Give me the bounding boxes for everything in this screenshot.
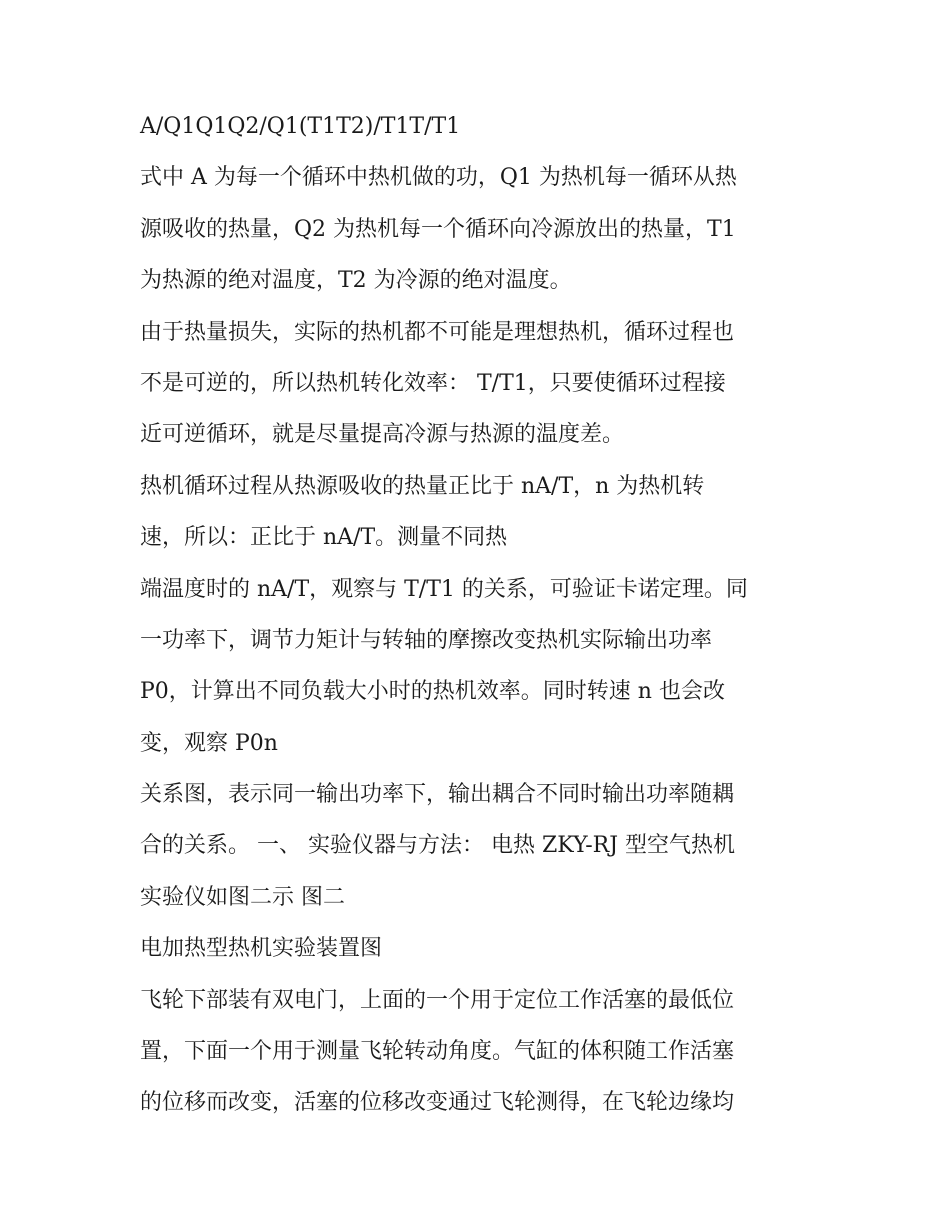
text-line-1: A/Q1Q1Q2/Q1(T1T2)/T1T/T1 — [140, 114, 461, 139]
text-line-8: 热机循环过程从热源吸收的热量正比于 nA/T，n 为热机转 — [140, 473, 705, 499]
text-line-13: 变，观察 P0n — [140, 730, 278, 756]
text-line-20: 的位移而改变，活塞的位移改变通过飞轮测得，在飞轮边缘均 — [140, 1090, 735, 1116]
text-line-6: 不是可逆的，所以热机转化效率： T/T1，只要使循环过程接 — [140, 370, 726, 396]
text-line-5: 由于热量损失，实际的热机都不可能是理想热机，循环过程也 — [140, 319, 735, 345]
text-line-19: 置，下面一个用于测量飞轮转动角度。气缸的体积随工作活塞 — [140, 1039, 735, 1065]
text-line-10: 端温度时的 nA/T，观察与 T/T1 的关系，可验证卡诺定理。同 — [140, 576, 748, 602]
text-line-4: 为热源的绝对温度，T2 为冷源的绝对温度。 — [140, 268, 572, 294]
text-line-17: 电加热型热机实验装置图 — [140, 936, 383, 962]
text-line-15: 合的关系。 一、 实验仪器与方法： 电热 ZKY-RJ 型空气热机 — [140, 833, 736, 859]
text-line-9: 速，所以：正比于 nA/T。测量不同热 — [140, 525, 508, 551]
text-line-14: 关系图，表示同一输出功率下，输出耦合不同时输出功率随耦 — [140, 782, 735, 808]
text-line-2: 式中 A 为每一个循环中热机做的功，Q1 为热机每一循环从热 — [140, 165, 737, 191]
text-line-12: P0，计算出不同负载大小时的热机效率。同时转速 n 也会改 — [140, 679, 725, 705]
text-line-11: 一功率下，调节力矩计与转轴的摩擦改变热机实际输出功率 — [140, 627, 713, 653]
text-line-18: 飞轮下部装有双电门，上面的一个用于定位工作活塞的最低位 — [140, 987, 735, 1013]
text-line-7: 近可逆循环，就是尽量提高冷源与热源的温度差。 — [140, 422, 625, 448]
text-line-16: 实验仪如图二示 图二 — [140, 884, 345, 910]
document-body — [140, 110, 820, 1138]
text-line-3: 源吸收的热量，Q2 为热机每一个循环向冷源放出的热量，T1 — [140, 216, 736, 242]
